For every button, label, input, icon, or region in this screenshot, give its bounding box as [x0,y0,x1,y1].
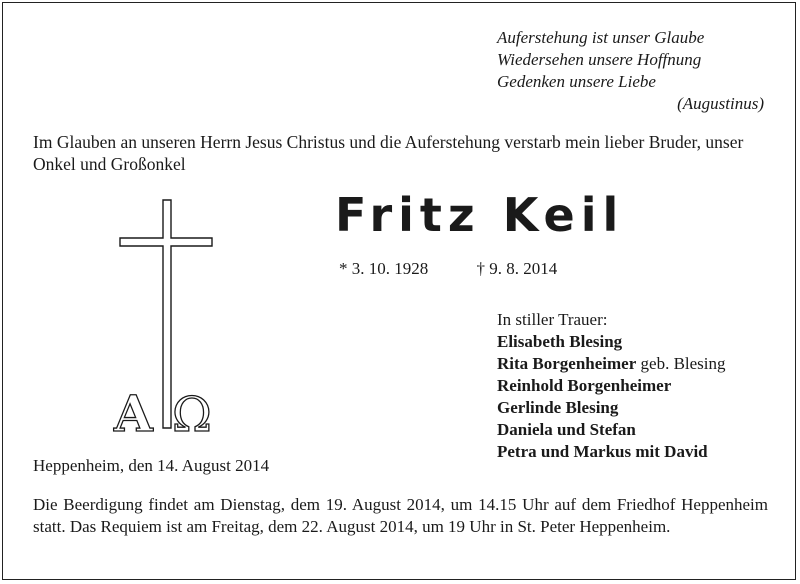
place-date: Heppenheim, den 14. August 2014 [33,456,270,475]
mourner-entry [497,441,726,463]
life-dates [339,259,557,279]
mourner-name: Elisabeth Blesing [497,332,623,351]
mourner-entry [497,397,726,419]
mourner-entry [497,331,726,353]
mourner-name: Rita Borgenheimer [497,354,637,373]
mourners-list [497,309,726,463]
mourner-name: Reinhold Borgenheimer [497,376,672,395]
mourner-entry [497,353,726,375]
mourner-name: Daniela und Stefan [497,420,636,439]
mourner-entry [497,375,726,397]
alpha-letter: A [114,384,153,443]
epigraph-source: (Augustinus) [677,94,764,113]
death-date: † 9. 8. 2014 [476,259,558,278]
epigraph-line: Auferstehung ist unser Glaube [497,28,705,47]
epigraph-line: Gedenken unsere Liebe [497,72,656,91]
birth-date: * 3. 10. 1928 [339,259,429,278]
funeral-details: Die Beerdigung findet am Dienstag, dem 19. August 2014, um 14.15 Uhr auf dem Friedhof Heppenheim statt. Das Requiem ist am Freitag, dem 22. August 2014, um 19 Uhr in St. Peter Heppenheim. [33,495,768,536]
epigraph-line: Wiedersehen unsere Hoffnung [497,50,702,69]
deceased-name: Fritz Keil [335,188,625,242]
mourner-suffix: geb. Blesing [636,354,726,373]
mourner-entry [497,419,726,441]
mourners-heading: In stiller Trauer: [497,310,608,329]
omega-letter: Ω [172,387,212,443]
mourner-name: Gerlinde Blesing [497,398,619,417]
mourner-name: Petra und Markus mit David [497,442,708,461]
intro-text: Im Glauben an unseren Herrn Jesus Christus und die Auferstehung verstarb mein lieber Bruder, unser Onkel und Großonkel [33,132,744,174]
epigraph [497,27,772,115]
cross-alpha-omega-icon [112,198,224,444]
